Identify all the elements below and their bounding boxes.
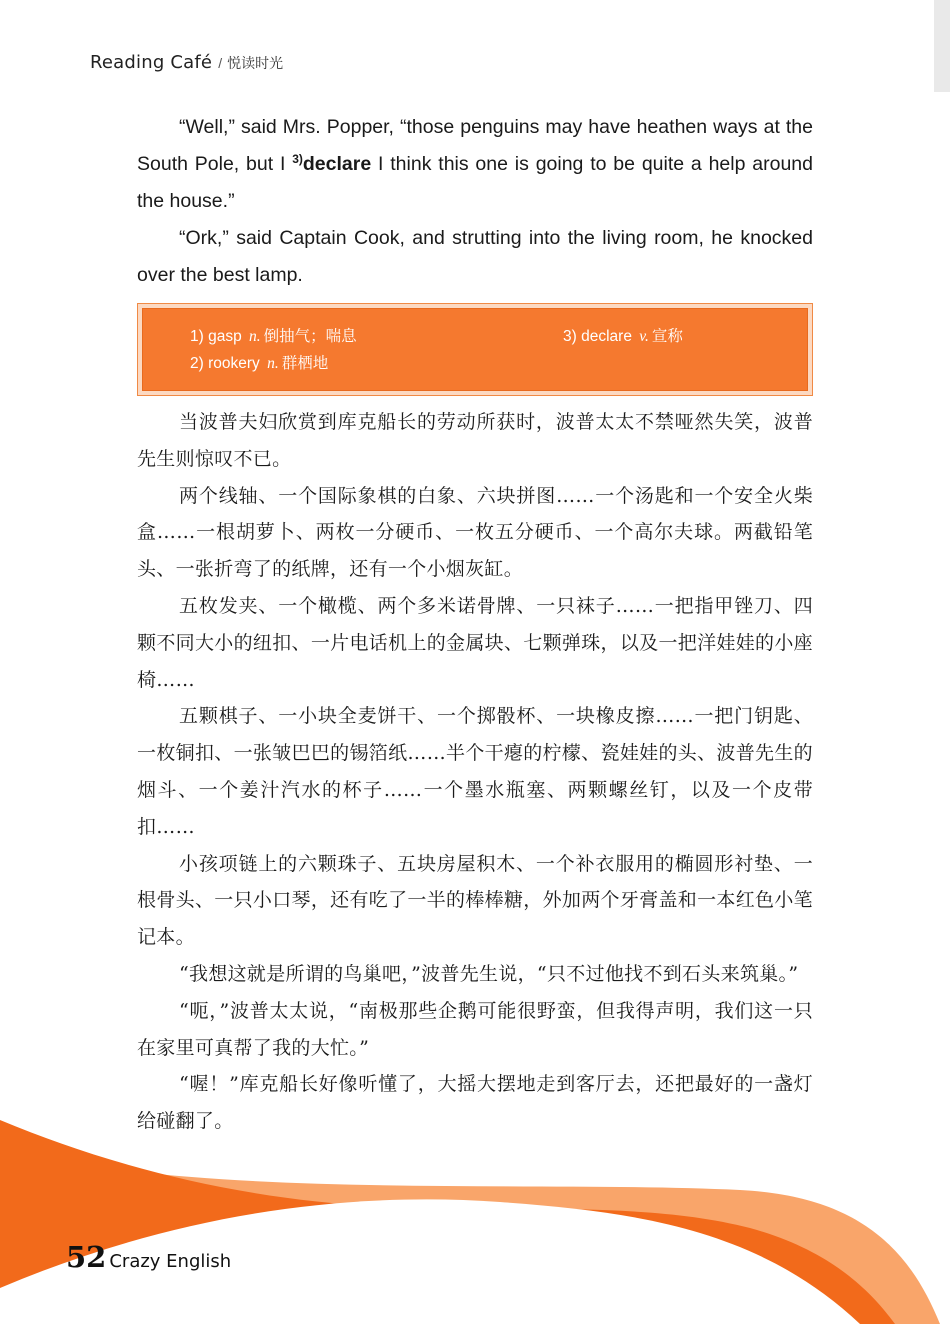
english-paragraph: “Ork,” said Captain Cook, and strutting into the living room, he knocked over the best lamp. (137, 227, 813, 287)
page-header (90, 52, 283, 73)
glossary-meaning: 群栖地 (281, 354, 329, 372)
chinese-paragraph: “我想这就是所谓的鸟巢吧，”波普先生说，“只不过他找不到石头来筑巢。” (179, 962, 799, 985)
english-paragraph (137, 109, 813, 219)
page-number: 52 (66, 1240, 107, 1274)
chinese-paragraph: “喔！”库克船长好像听懂了，大摇大摆地走到客厅去，还把最好的一盏灯给碰翻了。 (137, 1073, 813, 1133)
page-edge-tab (934, 0, 950, 92)
english-paragraph-text: “Well,” said Mrs. Popper, “those penguins may have heathen ways at the South Pole, but I (137, 116, 813, 175)
footer-brand: Crazy English (109, 1251, 232, 1272)
page-footer (66, 1240, 231, 1274)
chinese-paragraph: “呃，”波普太太说，“南极那些企鹅可能很野蛮，但我得声明，我们这一只在家里可真帮了我的大忙。” (137, 999, 813, 1059)
glossary-word: gasp (208, 328, 242, 345)
chinese-text (137, 404, 813, 1140)
glossary-entry (190, 353, 328, 374)
glossary-number: 3) (563, 328, 577, 345)
glossary-panel (142, 308, 808, 391)
glossary-word: rookery (208, 355, 260, 372)
glossary-box (137, 303, 813, 396)
chinese-paragraph: 五颗棋子、一小块全麦饼干、一个掷骰杯、一块橡皮擦……一把门钥匙、一枚铜扣、一张皱巴巴的锡箔纸……半个干瘪的柠檬、瓷娃娃的头、波普先生的烟斗、一个姜汁汽水的杯子……一个墨水瓶塞、两颗螺丝钉，以及一个皮带扣…… (137, 705, 813, 838)
footer-wave-decoration (0, 1110, 950, 1324)
chinese-paragraph: 小孩项链上的六颗珠子、五块房屋积木、一个补衣服用的椭圆形衬垫、一根骨头、一只小口琴，还有吃了一半的棒棒糖，外加两个牙膏盖和一本红色小笔记本。 (137, 852, 813, 949)
glossary-entry (190, 326, 357, 347)
header-brand: Reading Café (90, 52, 213, 73)
glossary-number: 1) (190, 328, 204, 345)
glossary-word: declare (581, 328, 632, 345)
glossary-number: 2) (190, 355, 204, 372)
header-separator: / (218, 55, 223, 71)
chinese-paragraph: 五枚发夹、一个橄榄、两个多米诺骨牌、一只袜子……一把指甲锉刀、四颗不同大小的纽扣、一片电话机上的金属块、七颗弹珠，以及一把洋娃娃的小座椅…… (137, 594, 813, 691)
english-paragraph-text: I think this one is going to be quite a help around the house.” (137, 152, 813, 212)
english-text (137, 109, 813, 295)
header-subtitle: 悦读时光 (227, 56, 284, 72)
glossary-entry (563, 326, 683, 347)
chinese-paragraph: 当波普夫妇欣赏到库克船长的劳动所获时，波普太太不禁哑然失笑，波普先生则惊叹不已。 (137, 411, 813, 470)
glossary-pos: n. (267, 355, 279, 372)
glossary-pos: n. (249, 328, 261, 345)
glossed-word: declare (302, 152, 372, 175)
glossary-pos: v. (639, 328, 649, 345)
glossary-meaning: 宣称 (651, 327, 683, 345)
glossary-meaning: 倒抽气；喘息 (263, 327, 357, 345)
footnote-marker: 3) (292, 151, 303, 166)
chinese-paragraph: 两个线轴、一个国际象棋的白象、六块拼图……一个汤匙和一个安全火柴盒……一根胡萝卜、两枚一分硬币、一枚五分硬币、一个高尔夫球。两截铅笔头、一张折弯了的纸牌，还有一个小烟灰缸。 (137, 484, 813, 581)
